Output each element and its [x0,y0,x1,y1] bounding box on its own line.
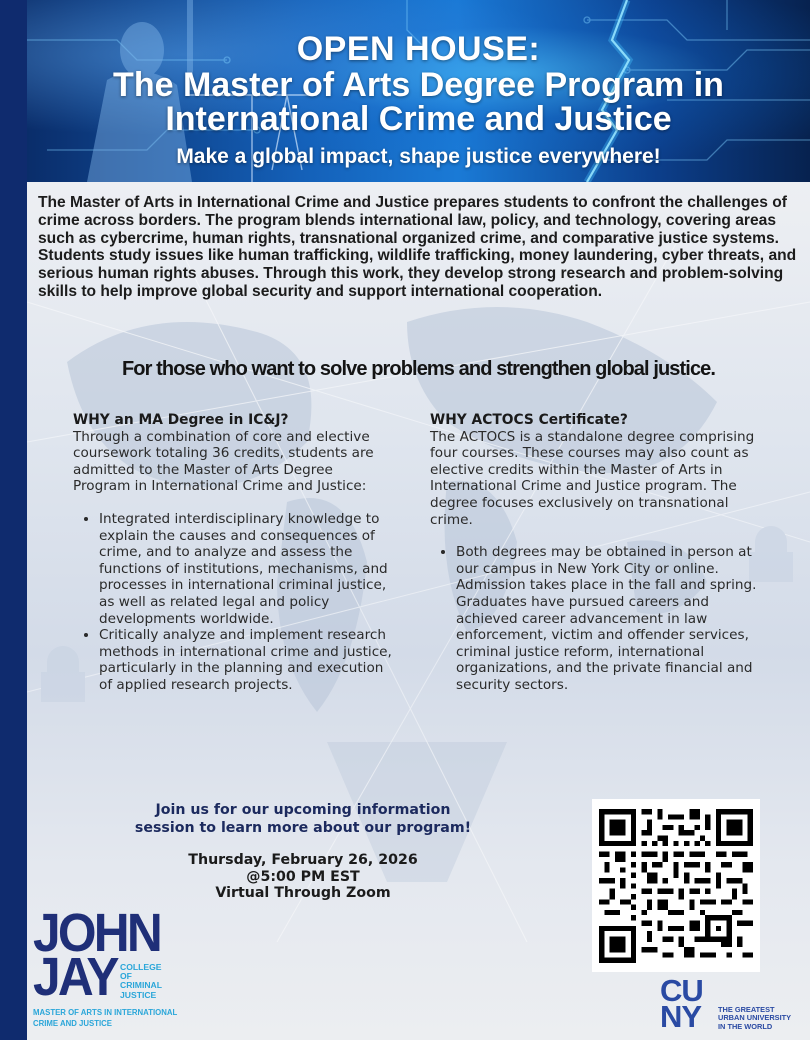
college-line: OF [120,971,132,982]
ma-degree-bullets [73,511,393,694]
title-open-house: OPEN HOUSE: [296,30,541,68]
call-to-action [73,802,533,837]
qr-code-icon [599,807,753,965]
subtitle: Make a global impact, shape justice everywhere! [176,145,661,168]
college-line: CRIMINAL [120,980,163,991]
list-item: • Both degrees may be obtained in person at our campus in New York City or online. Admission takes place in the fall and spring. Graduates have pursued careers and achieved career advancement in law enforcement, victim and offender services, criminal justice reform, international organizations, and the private financial and security sectors. [456,544,760,693]
cuny-letters [660,973,703,1034]
college-line: COLLEGE [120,962,162,972]
actocs-bullets [430,544,760,693]
event-details [73,852,533,902]
john-jay-logo [33,903,178,1036]
list-item: • Critically analyze and implement research methods in international crime and justice, particularly in the planning and execution of applied research projects. [99,627,393,693]
list-item: • Integrated interdisciplinary knowledge to explain the causes and consequences of crime, and to analyze and assess the functions of institutions, mechanisms, and processes in international criminal justice, as well as related legal and policy developments worldwide. [99,511,393,627]
logo-john: JOHN [33,903,160,963]
ma-degree-body: Through a combination of core and elective coursework totaling 36 credits, students are admitted to the Master of Arts Degree Program in International Crime and Justice: [73,428,374,495]
cuny-logo [660,973,810,1036]
event-location: Virtual Through Zoom [215,885,391,901]
logo-jay: JAY [33,947,117,1007]
title-line-3: International Crime and Justice [165,100,672,138]
left-navy-stripe [0,0,27,1040]
program-line: CRIME AND JUSTICE [33,1019,112,1028]
cuny-line-1: CU [660,973,703,1008]
logo-college-text [120,963,180,1000]
cta-line-1: Join us for our upcoming information [155,802,451,818]
logo-program-text [33,1007,193,1029]
college-line: JUSTICE [120,989,157,1000]
intro-paragraph: The Master of Arts in International Crime and Justice prepares students to confront the challenges of crime across borders. The program blends international law, policy, and technology, covering areas such as cybercrime, human rights, transnational organized crime, and comparative justice systems. Students study issues like human trafficking, wildlife trafficking, money laundering, cyber threats, and serious human rights abuses. Through this work, they develop strong research and problem-solving skills to help improve global security and support international cooperation. [38,194,797,300]
slogan-line: IN THE WORLD [718,1021,773,1031]
tagline: For those who want to solve problems and strengthen global justice. [121,358,716,380]
program-line: MASTER OF ARTS IN INTERNATIONAL [33,1008,178,1017]
event-date: Thursday, February 26, 2026 [188,852,418,868]
cuny-line-2: NY [660,999,702,1034]
event-time: @5:00 PM EST [246,868,360,885]
qr-code[interactable] [592,799,760,972]
actocs-body: The ACTOCS is a standalone degree comprising four courses. These courses may also count as elective credits within the Master of Arts in International Crime and Justice program. The degree focuses exclusively on transnational crime. [430,428,755,528]
ma-degree-section [73,412,393,694]
ma-degree-heading: WHY an MA Degree in IC&J? [73,412,289,428]
cuny-slogan [718,1006,810,1031]
cta-line-2: session to learn more about our program! [134,819,472,836]
actocs-section [430,412,760,694]
slogan-line: THE GREATEST [718,1005,775,1014]
actocs-heading: WHY ACTOCS Certificate? [430,412,628,428]
slogan-line: URBAN UNIVERSITY [718,1013,792,1023]
title-line-2: The Master of Arts Degree Program in [113,66,724,104]
hero-banner [27,0,810,182]
